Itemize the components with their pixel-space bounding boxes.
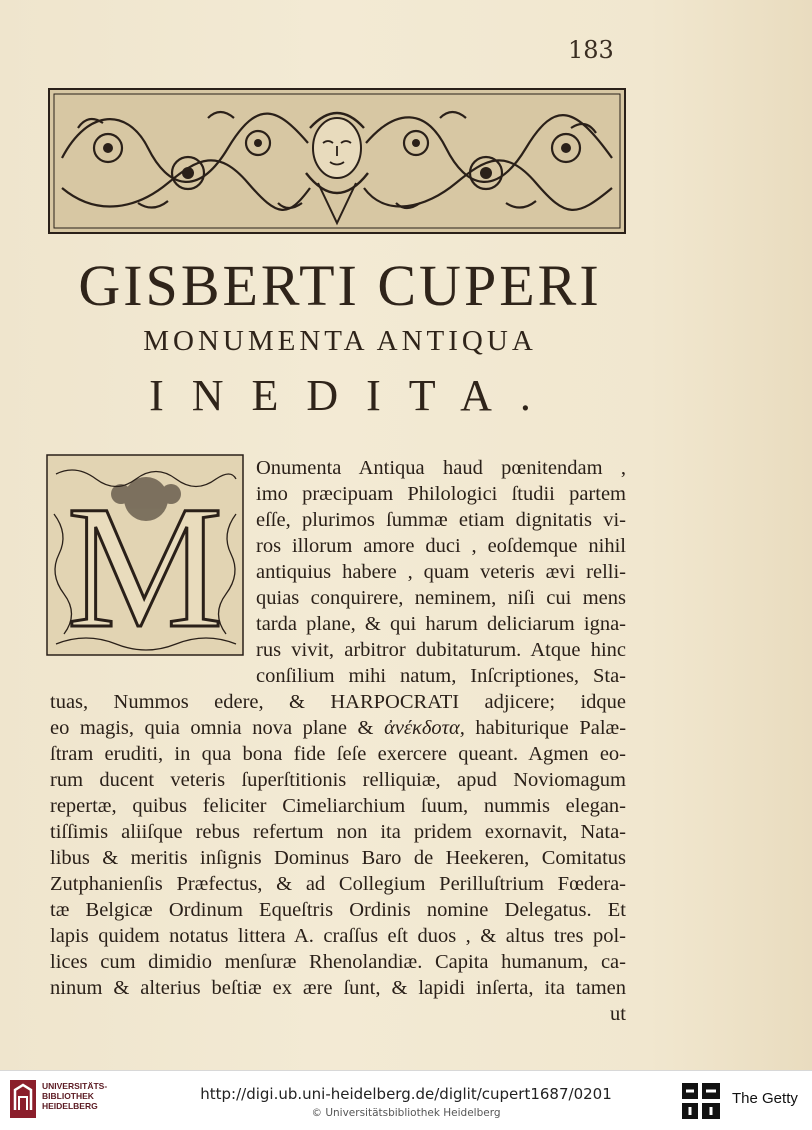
- text-line-16: libus & meritis inſignis Dominus Baro de Heekeren, Comitatus: [50, 847, 626, 869]
- uni-line-2: BIBLIOTHEK: [42, 1091, 94, 1101]
- text-line-11: [50, 715, 626, 741]
- title-work: MONUMENTA ANTIQUA: [143, 325, 537, 357]
- text-line-6: quias conquirere, neminem, niſi cui mens: [256, 587, 626, 609]
- title-author: GISBERTI CUPERI: [78, 253, 602, 318]
- text-line-17: Zutphanienſis Præfectus, & ad Collegium Perilluſtrium Fœdera-: [50, 873, 626, 895]
- uni-line-1: UNIVERSITÄTS-: [42, 1081, 108, 1091]
- text-line-11-post: habiturique Palæ-: [475, 717, 627, 739]
- catchword: ut: [610, 1003, 626, 1025]
- text-line-20: lices cum dimidio menſuræ Rhenolandiæ. Capita humanum, ca-: [50, 951, 626, 973]
- text-line-15: tiſſimis aliiſque rebus refertum non ita pridem exornavit, Nata-: [50, 821, 626, 843]
- text-line-18: tæ Belgicæ Ordinum Equeſtris Ordinis nomine Delegatus. Et: [50, 899, 626, 921]
- copyright-notice: © Universitätsbibliothek Heidelberg: [311, 1107, 501, 1119]
- text-line-4: ros illorum amore duci , eoſdemque nihil: [256, 535, 626, 557]
- text-line-21: ninum & alterius beſtiæ ex ære ſunt, & lapidi inſerta, ita tamen: [50, 977, 626, 999]
- text-line-7: tarda plane, & qui harum deliciarum igna-: [256, 613, 626, 635]
- page-number: 183: [568, 36, 614, 64]
- getty-logo-icon[interactable]: [682, 1083, 720, 1119]
- title-work-2: INEDITA.: [149, 371, 559, 420]
- initial-letter: M: [66, 470, 224, 656]
- university-library-logo-icon[interactable]: [10, 1080, 36, 1118]
- permalink[interactable]: http://digi.ub.uni-heidelberg.de/diglit/cupert1687/0201: [200, 1085, 612, 1103]
- text-line-2: imo præcipuam Philologici ſtudii partem: [256, 483, 626, 505]
- headpiece-ornament: [48, 88, 626, 234]
- greek-word: ἀνέκδοτα,: [384, 717, 465, 739]
- text-line-5: antiquius habere , quam veteris ævi relli-: [256, 561, 626, 583]
- getty-name[interactable]: The Getty: [732, 1090, 798, 1107]
- uni-line-3: HEIDELBERG: [42, 1101, 98, 1111]
- text-line-19: lapis quidem notatus littera A. craſſus eſt duos , & altus tres pol-: [50, 925, 626, 947]
- text-line-3: eſſe, plurimos ſummæ etiam dignitatis vi-: [256, 509, 626, 531]
- text-line-12: ſtram eruditi, in qua bona fide ſeſe exercere queant. Agmen eo-: [50, 743, 626, 765]
- text-line-1: Onumenta Antiqua haud pœnitendam ,: [256, 457, 626, 479]
- text-line-11-pre: eo magis, quia omnia nova plane &: [50, 717, 374, 739]
- text-line-13: rum ducent veteris ſuperſtitionis relliquiæ, apud Noviomagum: [50, 769, 626, 791]
- text-line-8: rus vivit, arbitror dubitaturum. Atque hinc: [256, 639, 626, 661]
- decorated-initial: [46, 454, 244, 656]
- text-line-9: conſilium mihi natum, Inſcriptiones, Sta-: [256, 665, 626, 687]
- viewer-footer: [0, 1070, 812, 1130]
- text-line-14: repertæ, quibus feliciter Cimeliarchium ſuum, nummis elegan-: [50, 795, 626, 817]
- university-library-name[interactable]: [42, 1081, 107, 1111]
- text-line-10: tuas, Nummos edere, & HARPOCRATI adjicere; idque: [50, 691, 626, 713]
